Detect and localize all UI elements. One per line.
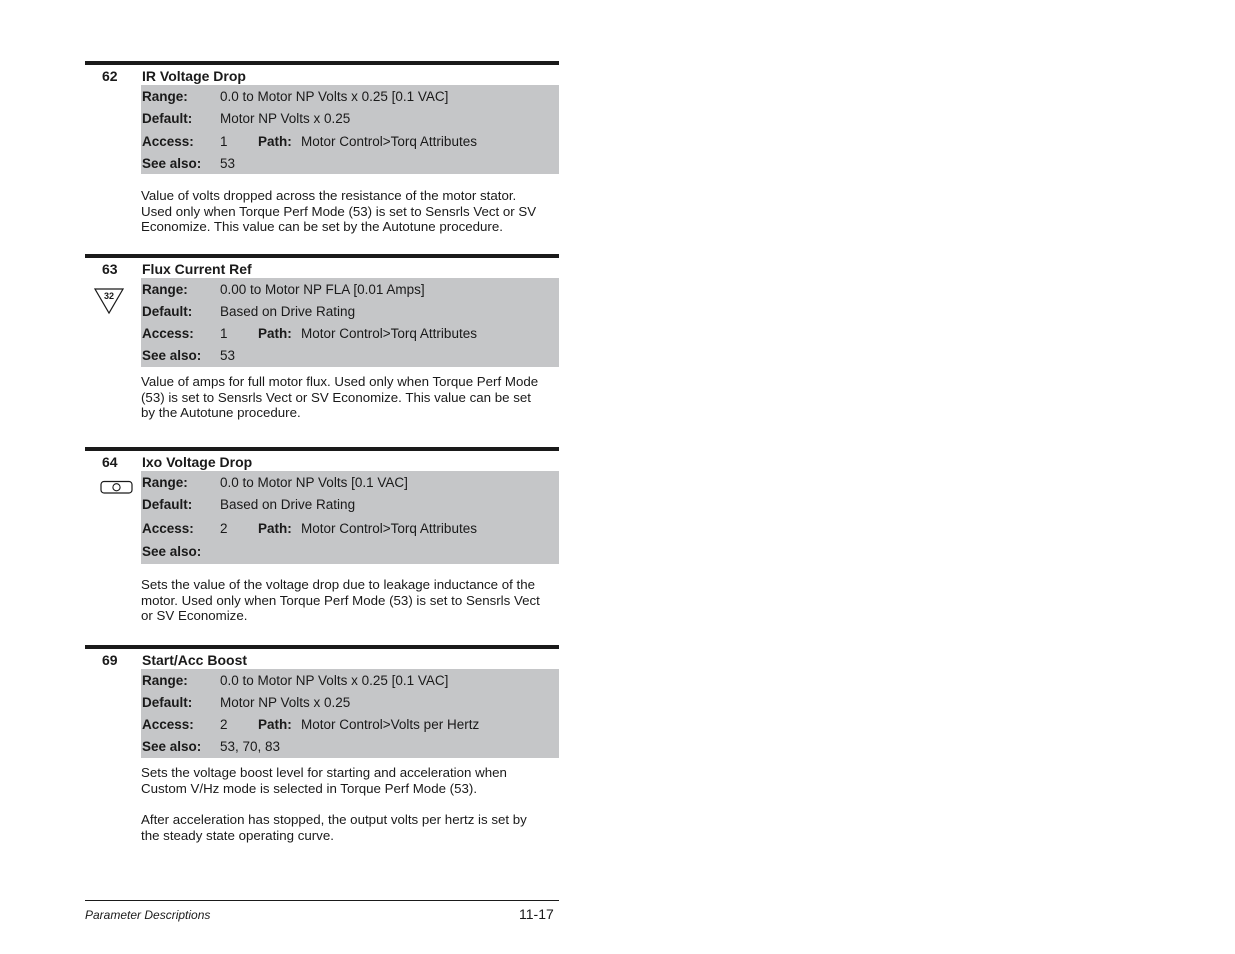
path-value: Motor Control>Torq Attributes: [301, 134, 477, 149]
default-label: Default:: [142, 111, 193, 126]
access-row: [141, 518, 559, 541]
see-also-row: [141, 541, 559, 564]
see-also-row: [141, 736, 559, 758]
see-also-label: See also:: [142, 544, 202, 559]
parameter-number: 69: [102, 652, 118, 668]
parameter-number: 63: [102, 261, 118, 277]
default-label: Default:: [142, 497, 193, 512]
parameter-name: IR Voltage Drop: [142, 68, 246, 84]
parameter-header: [85, 258, 559, 278]
range-label: Range:: [142, 89, 188, 104]
see-also-label: See also:: [142, 156, 202, 171]
range-value: 0.0 to Motor NP Volts [0.1 VAC]: [220, 475, 408, 490]
default-row: [141, 494, 559, 518]
range-row: [141, 86, 559, 108]
rounded-rect-circle-icon: [100, 480, 134, 495]
page-number: 11-17: [519, 906, 554, 922]
parameter-description: Sets the voltage boost level for starting and acceleration when Custom V/Hz mode is selected in Torque Perf Mode (53).: [141, 765, 507, 796]
range-label: Range:: [142, 673, 188, 688]
access-value: 2: [220, 521, 228, 536]
access-label: Access:: [142, 717, 194, 732]
parameter-name: Ixo Voltage Drop: [142, 454, 253, 470]
range-value: 0.0 to Motor NP Volts x 0.25 [0.1 VAC]: [220, 673, 449, 688]
access-row: [141, 323, 559, 345]
path-value: Motor Control>Volts per Hertz: [301, 717, 480, 732]
range-label: Range:: [142, 282, 188, 297]
parameter-name: Flux Current Ref: [142, 261, 252, 277]
parameter-name: Start/Acc Boost: [142, 652, 248, 668]
see-also-row: [141, 345, 559, 367]
range-row: [141, 472, 559, 494]
parameter-number: 62: [102, 68, 118, 84]
default-row: [141, 692, 559, 714]
access-label: Access:: [142, 521, 194, 536]
default-value: Based on Drive Rating: [220, 304, 356, 319]
range-row: [141, 279, 559, 301]
default-label: Default:: [142, 304, 193, 319]
access-row: [141, 131, 559, 153]
parameter-62: [85, 61, 559, 235]
icon-label: 32: [103, 291, 115, 301]
see-also-value: 53: [220, 348, 236, 363]
parameter-number: 64: [102, 454, 118, 470]
default-value: Motor NP Volts x 0.25: [220, 695, 351, 710]
path-label: Path:: [258, 717, 292, 732]
access-label: Access:: [142, 326, 194, 341]
parameter-table: [141, 471, 559, 564]
access-row: [141, 714, 559, 736]
parameter-69: [85, 645, 559, 843]
parameter-header: [85, 65, 559, 85]
parameter-header: [85, 649, 559, 669]
parameter-table: [141, 278, 559, 367]
default-label: Default:: [142, 695, 193, 710]
default-value: Based on Drive Rating: [220, 497, 356, 512]
access-value: 1: [220, 134, 228, 149]
parameter-64: [85, 447, 559, 624]
footer-rule: [85, 900, 559, 901]
see-also-label: See also:: [142, 348, 202, 363]
see-also-value: 53, 70, 83: [220, 739, 281, 754]
parameter-description-continued: After acceleration has stopped, the output volts per hertz is set by the steady state operating curve.: [141, 812, 527, 843]
parameter-table: [141, 85, 559, 174]
parameter-table: [141, 669, 559, 758]
parameter-header: [85, 451, 559, 471]
triangle-32-icon: [94, 287, 124, 315]
range-value: 0.0 to Motor NP Volts x 0.25 [0.1 VAC]: [220, 89, 449, 104]
range-label: Range:: [142, 475, 188, 490]
parameter-description: Value of amps for full motor flux. Used only when Torque Perf Mode (53) is set to Sensrls Vect or SV Economize. This value can be set by the Autotune procedure.: [141, 374, 539, 421]
path-label: Path:: [258, 521, 292, 536]
access-value: 2: [220, 717, 228, 732]
see-also-label: See also:: [142, 739, 202, 754]
parameter-63: [85, 254, 559, 421]
parameter-description: Sets the value of the voltage drop due to leakage inductance of the motor. Used only when Torque Perf Mode (53) is set to Sensrls Vect or SV Economize.: [141, 577, 540, 624]
path-label: Path:: [258, 326, 292, 341]
access-value: 1: [220, 326, 228, 341]
path-label: Path:: [258, 134, 292, 149]
path-value: Motor Control>Torq Attributes: [301, 521, 477, 536]
path-value: Motor Control>Torq Attributes: [301, 326, 477, 341]
default-row: [141, 301, 559, 323]
range-row: [141, 670, 559, 692]
range-value: 0.00 to Motor NP FLA [0.01 Amps]: [220, 282, 425, 297]
parameter-description: Value of volts dropped across the resistance of the motor stator. Used only when Torque Perf Mode (53) is set to Sensrls Vect or SV Economize. This value can be set by the Autotune procedure.: [141, 188, 537, 235]
see-also-value: 53: [220, 156, 236, 171]
see-also-row: [141, 153, 559, 174]
footer-section-title: Parameter Descriptions: [85, 908, 211, 922]
access-label: Access:: [142, 134, 194, 149]
default-row: [141, 108, 559, 131]
default-value: Motor NP Volts x 0.25: [220, 111, 351, 126]
